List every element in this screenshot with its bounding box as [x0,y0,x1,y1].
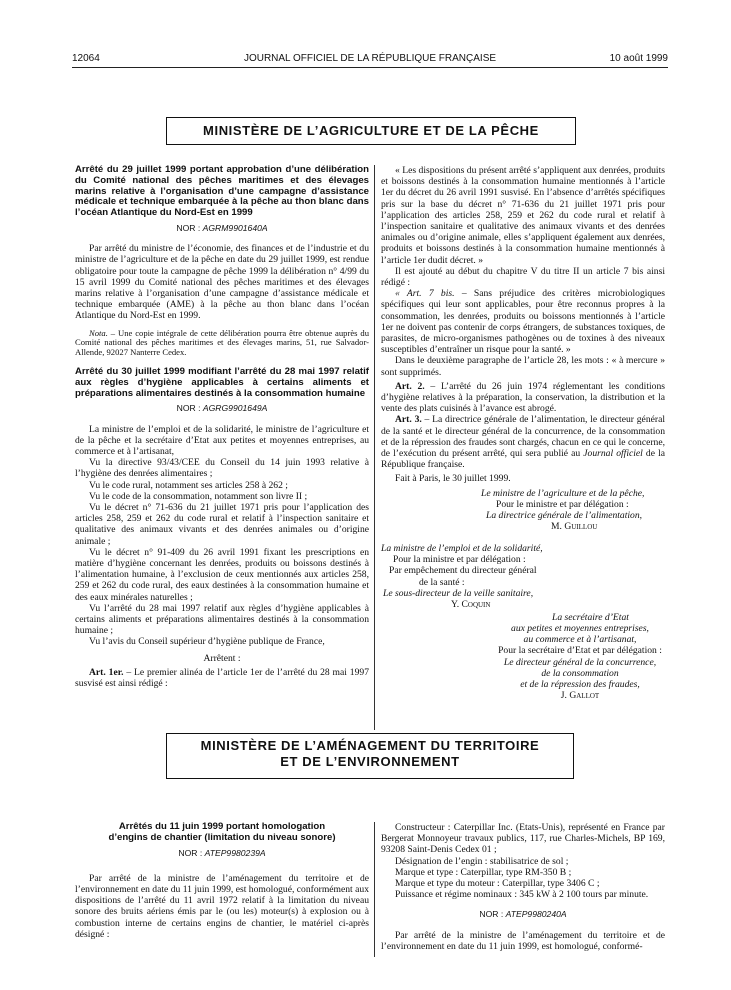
signature-commerce: La secrétaire d’Etat [552,612,629,623]
right-column-agriculture [381,165,665,533]
signature-emploi: La ministre de l’emploi et de la solidarité, Pour la ministre et par délégation : Par empêchement du directeur général de la santé : Le sous-directeur de la veille sanitaire, Y. Coquin [381,543,543,611]
article-1: Art. 1er. – Le premier alinéa de l’article 1er de l’arrêté du 28 mai 1997 susvisé est ainsi rédigé : [75,666,369,690]
visa-paragraph: Vu le décret n° 71-636 du 21 juillet 1971 pris pour l’application des articles 258, 259 et 262 du code rural et relatif à l’inspection sanitaire et qualitative des animaux vivants et des denrées animales ou d’origine animale ; [75,502,369,547]
ministry-title-line2: ET DE L’ENVIRONNEMENT [280,754,460,769]
decree-title-line1: Arrêtés du 11 juin 1999 portant homologation [118,821,326,832]
column-separator [374,165,375,730]
equipment-designation: Désignation de l’engin : stabilisatrice de sol ; [395,855,569,867]
signature-agriculture: Le ministre de l’agriculture et de la pêche, Pour le ministre et par délégation : La directrice générale de l’alimentation, M. Guillou [481,487,645,533]
left-column-amenagement [75,822,369,940]
issue-date: 10 août 1999 [609,53,668,64]
decree-body: Par arrêté de la ministre de l’aménagement du territoire et de l’environnement en date du 11 juin 1999, est homologué, conformément aux dispositions de l’arrêté du 11 avril 1972 relatif à la limitation du niveau sonore des bruits aériens émis par le (ou les) moteur(s) à explosion ou à combustion interne de certains engins de chantier, le matériel ci-après désigné : [75,872,369,940]
equipment-brand-type: Marque et type : Caterpillar, type RM-350 B ; [395,866,572,878]
header-rule [72,67,668,68]
signature-commerce-body: aux petites et moyennes entreprises, au commerce et à l’artisanat, Pour la secrétaire d’Etat et par délégation : Le directeur général de la concurrence, de la consommation et de la répression des fraudes, J. Gallot [498,623,662,702]
suppression: Dans le deuxième paragraphe de l’article 28, les mots : « à mercure » sont supprimés. [381,355,665,378]
nor-reference: NOR : ATEP9980240A [479,909,567,920]
visa-paragraph: Vu le décret n° 91-409 du 26 avril 1991 fixant les prescriptions en matière d’hygiène concernant les denrées, produits ou boissons destinés à l’alimentation humaine, à l’exclusion de ceux mentionnés aux articles 258, 259 et 262 du code rural, des eaux destinées à la consommation humaine et des eaux minérales naturelles ; [75,546,369,603]
left-column-agriculture [75,165,369,689]
nor-code: ATEP9980240A [505,909,567,920]
decree-note: Nota. – Une copie intégrale de cette délibération pourra être obtenue auprès du Comité national des pêches maritimes et des élevages marins, 51, rue Salvador-Allende, 92027 Nanterre Cedex. [75,327,369,358]
visa-paragraph: Vu le code rural, notamment ses articles 258 à 262 ; [89,479,288,491]
ministry-title-line1: MINISTÈRE DE L’AMÉNAGEMENT DU TERRITOIRE [200,738,540,753]
decree-body: Par arrêté de la ministre de l’aménagement du territoire et de l’environnement en date du 11 juin 1999, est homologué, conformé- [381,929,665,952]
visa-paragraph: Vu le code de la consommation, notamment son livre II ; [89,490,308,502]
arretent: Arrêtent : [203,652,241,664]
page-number: 12064 [72,53,100,64]
decree-title: Arrêté du 29 juillet 1999 portant approbation d’une délibération du Comité national des pêches maritimes et des élevages marins relative à l’organisation d’une campagne d’assistance médicale et technique embarquée à la pêche au thon blanc dans l’océan Atlantique du Nord-Est en 1999 [75,164,369,219]
column-separator [374,822,375,957]
quoted-article-7bis: « Art. 7 bis. – Sans préjudice des critères microbiologiques spécifiques qui leur sont applicables, pour être reconnus propres à la consommation, les denrées, produits ou boissons mentionnés à l’article 1er ne doivent pas contenir de corps étrangers, de substances toxiques, de parasites, de micro-organismes pathogènes ou de toxines à des niveaux susceptibles d’entraîner un risque pour la santé. » [381,288,665,356]
right-column-amenagement [381,822,665,952]
equipment-manufacturer: Constructeur : Caterpillar Inc. (Etats-Unis), représenté en France par Bergerat Monnoyeur travaux publics, 117, rue Charles-Michels, BP 169, 93208 Saint-Denis Cedex 01 ; [381,822,665,856]
ministry-heading-agriculture [166,117,576,145]
decree-title: Arrêté du 30 juillet 1999 modifiant l’arrêté du 28 mai 1997 relatif aux règles d’hygiène applicables à certains aliments et préparations alimentaires destinés à la consommation humaine [75,366,369,399]
power-rating: Puissance et régime nominaux : 345 kW à 2 100 tours par minute. [395,889,649,901]
quoted-article: « Les dispositions du présent arrêté s’appliquent aux denrées, produits et boissons destinés à la consommation humaine mentionnés à l’article 1er du décret du 26 avril 1991 susvisé. En l’absence d’arrêtés spécifiques pris sur la base du décret n° 71-636 du 21 juillet 1971 pris pour l’application des articles 258, 259 et 262 du code rural et relatif à l’inspection sanitaire et qualitative des animaux vivants et des denrées animales ou d’origine animale, elles s’appliquent également aux denrées, produits et boissons destinés à la consommation humaine mentionnés à l’article 1er dudit décret. » [381,165,665,266]
journal-title: JOURNAL OFFICIEL DE LA RÉPUBLIQUE FRANÇAISE [243,53,497,64]
nor-code: AGRM9901640A [202,222,268,233]
nor-reference: NOR : ATEP9980239A [178,847,266,858]
article-3: Art. 3. – La directrice générale de l’alimentation, le directeur général de la santé et le directeur général de la concurrence, de la consommation et de la répression des fraudes sont chargés, chacun en ce qui le concerne, de l’exécution du présent arrêté, qui sera publié au Journal officiel de la République française. [381,414,665,471]
decree-body: Par arrêté du ministre de l’économie, des finances et de l’industrie et du ministre de l’agriculture et de la pêche en date du 29 juillet 1999, est rendue obligatoire pour toute la campagne de pêche 1999 la délibération n° 4/99 du 15 avril 1999 du Comité national des pêches maritimes et des élevages marins relative à l’organisation d’une campagne d’assistance médicale et technique embarquée (AME) à la pêche au thon blanc dans l’océan Atlantique du Nord-Est en 1999. [75,243,369,322]
visa-paragraph: Vu la directive 93/43/CEE du Conseil du 14 juin 1993 relative à l’hygiène des denrées alimentaires ; [75,457,369,480]
visa-paragraph: La ministre de l’emploi et de la solidarité, le ministre de l’agriculture et de la pêche et la secrétaire d’Etat aux petites et moyennes entreprises, au commerce et à l’artisanat, [75,423,369,457]
decree-title-line2: d’engins de chantier (limitation du niveau sonore) [108,831,336,843]
article-2: Art. 2. – L’arrêté du 26 juin 1974 réglementant les conditions d’hygiène relatives à la préparation, la conservation, la distribution et la vente des plats cuisinés à l’avance est abrogé. [381,380,665,415]
insertion-intro: Il est ajouté au début du chapitre V du titre II un article 7 bis ainsi rédigé : [381,265,665,289]
nor-code: AGRG9901649A [202,403,268,414]
visa-paragraph: Vu l’arrêté du 28 mai 1997 relatif aux règles d’hygiène applicables à certains aliments et préparations alimentaires destinés à la consommation humaine ; [75,602,369,637]
ministry-title: MINISTÈRE DE L’AGRICULTURE ET DE LA PÊCHE [203,123,539,138]
nor-code: ATEP9980239A [204,847,266,858]
visa-paragraph: Vu l’avis du Conseil supérieur d’hygiène publique de France, [89,636,325,648]
ministry-heading-amenagement [166,733,574,779]
done-at: Fait à Paris, le 30 juillet 1999. [395,473,511,485]
nor-reference: NOR : AGRM9901640A [176,222,268,233]
nor-reference: NOR : AGRG9901649A [176,403,268,414]
engine-brand-type: Marque et type du moteur : Caterpillar, type 3406 C ; [395,878,600,890]
